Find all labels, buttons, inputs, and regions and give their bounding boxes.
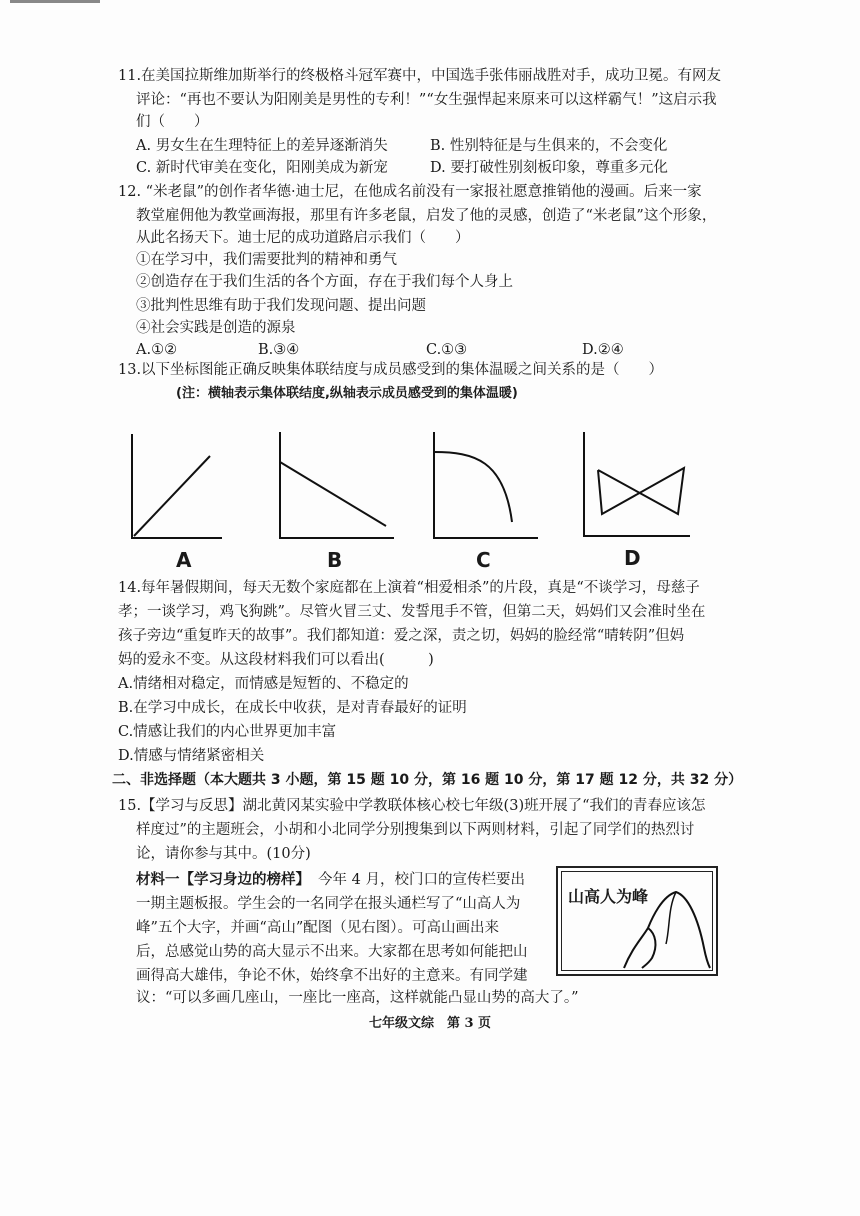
q14-option-c: C.情感让我们的内心世界更加丰富 (118, 724, 337, 740)
q14-option-a: A.情绪相对稳定，而情感是短暂的、不稳定的 (118, 676, 409, 692)
q11-option-c: C. 新时代审美在变化，阳刚美成为新宠 (136, 160, 388, 176)
q11-line2: 评论：“再也不要认为阳刚美是男性的专利！”“女生强悍起来原来可以这样霸气！”这启示我 (136, 92, 717, 108)
mountain-drawing (618, 888, 714, 972)
mountain-picture-title: 山高人为峰 (568, 887, 649, 906)
graph-a (124, 432, 224, 542)
section2-heading: 二、非选择题（本大题共 3 小题，第 15 题 10 分，第 16 题 10 分，第 17 题 12 分，共 32 分） (112, 772, 743, 788)
graph-b (276, 430, 396, 542)
q15-material1-line5: 画得高大雄伟，争论不休，始终拿不出好的主意来。有同学建 (136, 968, 528, 984)
q15-material1-line2: 一期主题板报。学生会的一名同学在报头通栏写了“山高人为 (136, 896, 521, 912)
graph-c (430, 430, 540, 542)
q15-line2: 样度过”的主题班会，小胡和小北同学分别搜集到以下两则材料，引起了同学们的热烈讨 (136, 822, 695, 838)
graph-b-label: B (327, 548, 343, 572)
q14-option-b: B.在学习中成长，在成长中收获，是对青春最好的证明 (118, 700, 467, 716)
q12-line3: 从此名扬天下。迪士尼的成功道路启示我们（ ） (136, 230, 470, 246)
graph-a-label: A (176, 548, 192, 572)
q13-note: (注：横轴表示集体联结度,纵轴表示成员感受到的集体温暖) (176, 386, 518, 401)
q15-material1-line3: 峰”五个大字，并画“高山”配图（见右图）。可高山画出来 (136, 920, 499, 936)
q14-line4: 妈的爱永不变。从这段材料我们可以看出( ) (118, 652, 434, 668)
q11-option-d: D. 要打破性别刻板印象，尊重多元化 (430, 160, 668, 176)
q11-option-a: A. 男女生在生理特征上的差异逐渐消失 (136, 138, 388, 154)
q12-line1: 12. “米老鼠”的创作者华德·迪士尼，在他成名前没有一家报社愿意推销他的漫画。后来一家 (118, 184, 702, 200)
q11-option-b: B. 性别特征是与生俱来的，不会变化 (430, 138, 668, 154)
q14-line1: 14.每年暑假期间，每天无数个家庭都在上演着“相爱相杀”的片段，真是“不谈学习，母慈子 (118, 580, 700, 596)
q15-line3: 论，请你参与其中。(10分) (136, 846, 311, 862)
graph-d (580, 430, 692, 542)
q14-line3: 孩子旁边“重复昨天的故事”。我们都知道：爱之深，责之切，妈妈的脸经常“晴转阴”但妈 (118, 628, 685, 644)
q12-option-d: D.②④ (582, 342, 624, 358)
q12-statement-4: ④社会实践是创造的源泉 (136, 320, 296, 336)
q15-material1-heading: 材料一【学习身边的榜样】 (136, 872, 310, 888)
q12-statement-3: ③批判性思维有助于我们发现问题、提出问题 (136, 298, 426, 314)
mountain-picture (556, 866, 718, 976)
q12-statement-1: ①在学习中，我们需要批判的精神和勇气 (136, 252, 397, 268)
q12-option-c: C.①③ (426, 342, 468, 358)
q15-material1-line6: 议：“可以多画几座山，一座比一座高，这样就能凸显山势的高大了。” (136, 990, 579, 1006)
q15-line1: 15.【学习与反思】湖北黄冈某实验中学教联体核心校七年级(3)班开展了“我们的青春应该怎 (118, 798, 706, 814)
q13-question: 13.以下坐标图能正确反映集体联结度与成员感受到的集体温暖之间关系的是（ ） (118, 362, 664, 378)
q12-line2: 教堂雇佣他为教堂画海报，那里有许多老鼠，启发了他的灵感，创造了“米老鼠”这个形象， (136, 208, 717, 224)
q15-material1-line4: 后，总感觉山势的高大显示不出来。大家都在思考如何能把山 (136, 944, 528, 960)
q12-option-b: B.③④ (258, 342, 300, 358)
q11-line1: 11.在美国拉斯维加斯举行的终极格斗冠军赛中，中国选手张伟丽战胜对手，成功卫冕。有网友 (118, 68, 722, 84)
q15-material1-line1: 今年 4 月，校门口的宣传栏要出 (318, 872, 525, 888)
page-footer: 七年级文综 第 3 页 (368, 1016, 492, 1031)
graph-d-label: D (624, 546, 641, 570)
q12-option-a: A.①② (136, 342, 178, 358)
q14-line2: 孝；一谈学习，鸡飞狗跳”。尽管火冒三丈、发誓甩手不管，但第二天，妈妈们又会准时坐在 (118, 604, 706, 620)
scan-edge-mark (10, 0, 100, 3)
q14-option-d: D.情感与情绪紧密相关 (118, 748, 265, 764)
q12-statement-2: ②创造存在于我们生活的各个方面，存在于我们每个人身上 (136, 274, 513, 290)
graph-c-label: C (476, 548, 491, 572)
q11-line3: 们（ ） (136, 114, 209, 130)
